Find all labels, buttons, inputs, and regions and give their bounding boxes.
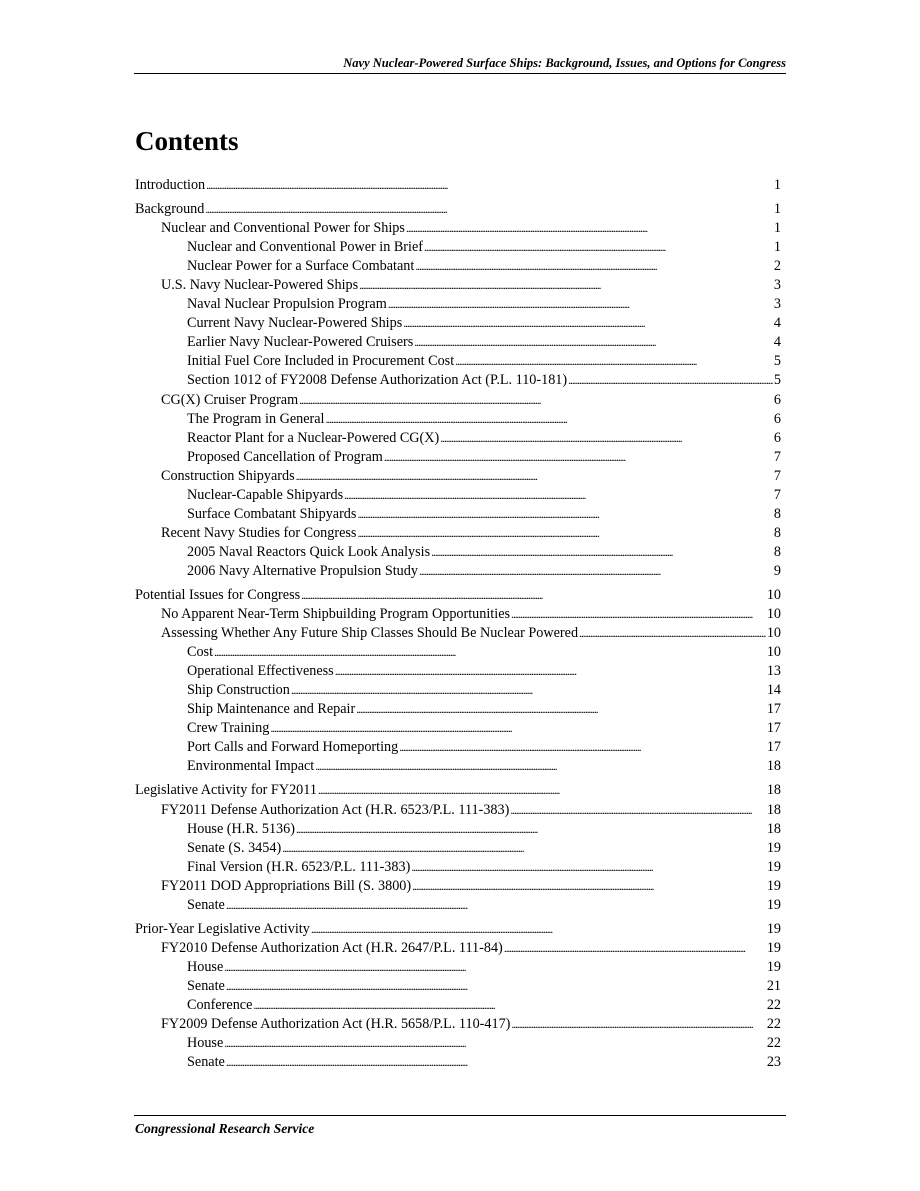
toc-page-number: 19 bbox=[766, 858, 781, 875]
toc-entry-title: Senate bbox=[187, 977, 225, 994]
toc-page-number: 1 bbox=[773, 177, 781, 193]
toc-entry[interactable] bbox=[135, 858, 781, 877]
toc-entry-title: Current Navy Nuclear-Powered Ships bbox=[187, 315, 403, 332]
toc-entry-title: Nuclear and Conventional Power for Ships bbox=[161, 220, 405, 237]
toc-page-number: 7 bbox=[773, 486, 781, 503]
header-divider bbox=[134, 73, 786, 74]
toc-entry[interactable] bbox=[135, 977, 781, 996]
toc-entry-title: No Apparent Near-Term Shipbuilding Program Opportunities bbox=[161, 606, 511, 623]
toc-dot-leader bbox=[270, 719, 765, 738]
toc-page-number: 13 bbox=[766, 663, 781, 680]
toc-page-number: 6 bbox=[773, 410, 781, 427]
toc-entry[interactable] bbox=[135, 801, 781, 820]
toc-dot-leader bbox=[214, 643, 766, 662]
toc-dot-leader bbox=[414, 333, 773, 352]
toc-entry[interactable] bbox=[135, 681, 781, 700]
footer-divider bbox=[134, 1115, 786, 1116]
toc-entry-title: Initial Fuel Core Included in Procurement Cost bbox=[187, 353, 455, 370]
toc-dot-leader bbox=[291, 681, 766, 700]
toc-dot-leader bbox=[356, 700, 766, 719]
toc-entry[interactable] bbox=[135, 276, 781, 295]
toc-entry-title: 2006 Navy Alternative Propulsion Study bbox=[187, 562, 418, 579]
toc-dot-leader bbox=[431, 543, 773, 562]
toc-dot-leader bbox=[411, 858, 765, 877]
toc-entry-title: Surface Combatant Shipyards bbox=[187, 505, 357, 522]
toc-page-number: 4 bbox=[773, 315, 781, 332]
toc-dot-leader bbox=[399, 738, 766, 757]
toc-page-number: 19 bbox=[766, 877, 781, 894]
toc-dot-leader bbox=[419, 562, 773, 581]
toc-entry-title: Construction Shipyards bbox=[161, 467, 295, 484]
toc-dot-leader bbox=[455, 352, 773, 371]
toc-dot-leader bbox=[357, 524, 772, 543]
toc-entry-title: The Program in General bbox=[187, 410, 325, 427]
toc-entry[interactable] bbox=[135, 295, 781, 314]
toc-dot-leader bbox=[357, 505, 772, 524]
page-title: Contents bbox=[135, 126, 239, 156]
toc-entry[interactable] bbox=[135, 738, 781, 757]
toc-entry[interactable] bbox=[135, 719, 781, 738]
toc-dot-leader bbox=[384, 448, 773, 467]
toc-page-number: 10 bbox=[766, 625, 781, 642]
toc-page-number: 1 bbox=[773, 239, 781, 256]
toc-entry-title: House (H.R. 5136) bbox=[187, 820, 295, 837]
toc-dot-leader bbox=[282, 839, 766, 858]
toc-dot-leader bbox=[206, 176, 773, 195]
toc-entry-title: Proposed Cancellation of Program bbox=[187, 448, 383, 465]
toc-page-number: 19 bbox=[766, 920, 781, 937]
running-header: Navy Nuclear-Powered Surface Ships: Background, Issues, and Options for Congress bbox=[343, 56, 786, 70]
toc-dot-leader bbox=[511, 1015, 765, 1034]
toc-dot-leader bbox=[335, 662, 766, 681]
toc-entry-title: Final Version (H.R. 6523/P.L. 111-383) bbox=[187, 858, 411, 875]
toc-entry[interactable] bbox=[135, 839, 781, 858]
toc-entry-title: FY2009 Defense Authorization Act (H.R. 5658/P.L. 110-417) bbox=[161, 1016, 511, 1033]
toc-page-number: 19 bbox=[766, 958, 781, 975]
toc-entry[interactable] bbox=[135, 314, 781, 333]
toc-entry-title: Introduction bbox=[135, 177, 206, 193]
toc-entry-title: U.S. Navy Nuclear-Powered Ships bbox=[161, 277, 359, 294]
toc-dot-leader bbox=[296, 467, 773, 486]
toc-dot-leader bbox=[205, 200, 773, 219]
toc-entry[interactable] bbox=[135, 1015, 781, 1034]
toc-page-number: 4 bbox=[773, 334, 781, 351]
toc-dot-leader bbox=[224, 1034, 766, 1053]
toc-entry-title: Recent Navy Studies for Congress bbox=[161, 524, 357, 541]
toc-entry[interactable] bbox=[135, 1034, 781, 1053]
table-of-contents bbox=[135, 176, 781, 1072]
toc-entry[interactable] bbox=[135, 781, 781, 800]
toc-dot-leader bbox=[511, 605, 766, 624]
toc-entry-title: FY2011 DOD Appropriations Bill (S. 3800) bbox=[161, 877, 412, 894]
toc-entry[interactable] bbox=[135, 352, 781, 371]
toc-dot-leader bbox=[388, 295, 773, 314]
toc-entry[interactable] bbox=[135, 605, 781, 624]
toc-page-number: 18 bbox=[766, 758, 781, 775]
toc-page-number: 5 bbox=[773, 372, 781, 389]
toc-page-number: 1 bbox=[773, 220, 781, 237]
toc-entry[interactable] bbox=[135, 757, 781, 776]
toc-entry[interactable] bbox=[135, 996, 781, 1015]
toc-entry-title: FY2010 Defense Authorization Act (H.R. 2647/P.L. 111-84) bbox=[161, 939, 503, 956]
toc-page-number: 6 bbox=[773, 429, 781, 446]
toc-page-number: 2 bbox=[773, 258, 781, 275]
toc-entry[interactable] bbox=[135, 524, 781, 543]
toc-dot-leader bbox=[504, 939, 766, 958]
toc-dot-leader bbox=[415, 257, 773, 276]
toc-page-number: 6 bbox=[773, 391, 781, 408]
toc-entry-title: Ship Maintenance and Repair bbox=[187, 701, 356, 718]
toc-page-number: 3 bbox=[773, 296, 781, 313]
toc-entry[interactable] bbox=[135, 562, 781, 581]
toc-page-number: 18 bbox=[766, 801, 781, 818]
toc-dot-leader bbox=[301, 586, 766, 605]
toc-entry[interactable] bbox=[135, 448, 781, 467]
toc-page-number: 8 bbox=[773, 505, 781, 522]
toc-entry[interactable] bbox=[135, 700, 781, 719]
toc-page-number: 1 bbox=[773, 201, 781, 218]
toc-page-number: 17 bbox=[766, 720, 781, 737]
toc-page-number: 5 bbox=[773, 353, 781, 370]
toc-dot-leader bbox=[253, 996, 765, 1015]
toc-page-number: 18 bbox=[766, 820, 781, 837]
toc-entry[interactable] bbox=[135, 920, 781, 939]
toc-entry-title: Prior-Year Legislative Activity bbox=[135, 920, 310, 937]
toc-entry-title: Earlier Navy Nuclear-Powered Cruisers bbox=[187, 334, 414, 351]
toc-entry-title: CG(X) Cruiser Program bbox=[161, 391, 299, 408]
toc-entry[interactable] bbox=[135, 896, 781, 915]
toc-entry-title: House bbox=[187, 1035, 224, 1052]
toc-dot-leader bbox=[296, 820, 766, 839]
toc-entry[interactable] bbox=[135, 429, 781, 448]
toc-entry[interactable] bbox=[135, 662, 781, 681]
toc-entry[interactable] bbox=[135, 624, 781, 643]
toc-entry[interactable] bbox=[135, 219, 781, 238]
toc-page-number: 10 bbox=[766, 586, 781, 603]
toc-page-number: 8 bbox=[773, 543, 781, 560]
toc-page-number: 19 bbox=[766, 939, 781, 956]
toc-dot-leader bbox=[403, 314, 773, 333]
toc-dot-leader bbox=[299, 391, 773, 410]
toc-page-number: 10 bbox=[766, 644, 781, 661]
toc-entry-title: 2005 Naval Reactors Quick Look Analysis bbox=[187, 543, 431, 560]
toc-entry[interactable] bbox=[135, 238, 781, 257]
toc-entry-title: Naval Nuclear Propulsion Program bbox=[187, 296, 387, 313]
toc-entry[interactable] bbox=[135, 958, 781, 977]
toc-dot-leader bbox=[579, 624, 766, 643]
toc-dot-leader bbox=[318, 781, 766, 800]
toc-entry[interactable] bbox=[135, 643, 781, 662]
toc-dot-leader bbox=[344, 486, 773, 505]
toc-dot-leader bbox=[226, 977, 766, 996]
toc-page-number: 22 bbox=[766, 1035, 781, 1052]
toc-entry-title: Potential Issues for Congress bbox=[135, 586, 301, 603]
toc-page-number: 23 bbox=[766, 1054, 781, 1071]
toc-page-number: 3 bbox=[773, 277, 781, 294]
toc-entry-title: Operational Effectiveness bbox=[187, 663, 334, 680]
toc-entry[interactable] bbox=[135, 333, 781, 352]
toc-entry[interactable] bbox=[135, 543, 781, 562]
toc-page-number: 17 bbox=[766, 739, 781, 756]
toc-dot-leader bbox=[226, 896, 766, 915]
toc-dot-leader bbox=[440, 429, 773, 448]
toc-dot-leader bbox=[424, 238, 773, 257]
toc-entry-title: Cost bbox=[187, 644, 214, 661]
toc-entry[interactable] bbox=[135, 257, 781, 276]
toc-dot-leader bbox=[568, 371, 773, 390]
toc-entry[interactable] bbox=[135, 467, 781, 486]
toc-entry[interactable] bbox=[135, 939, 781, 958]
toc-page-number: 7 bbox=[773, 467, 781, 484]
toc-entry-title: Reactor Plant for a Nuclear-Powered CG(X) bbox=[187, 429, 440, 446]
toc-entry-title: Senate bbox=[187, 1054, 225, 1071]
toc-dot-leader bbox=[311, 920, 766, 939]
toc-entry-title: Senate (S. 3454) bbox=[187, 839, 282, 856]
toc-entry[interactable] bbox=[135, 505, 781, 524]
toc-page-number: 22 bbox=[766, 996, 781, 1013]
toc-page-number: 17 bbox=[766, 701, 781, 718]
toc-entry[interactable] bbox=[135, 391, 781, 410]
toc-entry[interactable] bbox=[135, 1053, 781, 1072]
toc-dot-leader bbox=[510, 801, 765, 820]
toc-entry[interactable] bbox=[135, 371, 781, 390]
toc-entry-title: Nuclear and Conventional Power in Brief bbox=[187, 239, 423, 256]
toc-entry[interactable] bbox=[135, 176, 781, 195]
toc-entry-title: Legislative Activity for FY2011 bbox=[135, 782, 317, 799]
toc-entry[interactable] bbox=[135, 586, 781, 605]
toc-page-number: 19 bbox=[766, 896, 781, 913]
toc-entry[interactable] bbox=[135, 820, 781, 839]
toc-dot-leader bbox=[412, 877, 766, 896]
toc-dot-leader bbox=[315, 757, 766, 776]
toc-dot-leader bbox=[226, 1053, 766, 1072]
toc-entry-title: Crew Training bbox=[187, 720, 270, 737]
toc-dot-leader bbox=[406, 219, 773, 238]
toc-entry-title: Background bbox=[135, 201, 205, 218]
toc-dot-leader bbox=[326, 410, 773, 429]
toc-entry[interactable] bbox=[135, 200, 781, 219]
toc-entry-title: FY2011 Defense Authorization Act (H.R. 6523/P.L. 111-383) bbox=[161, 801, 510, 818]
toc-page-number: 8 bbox=[773, 524, 781, 541]
toc-page-number: 7 bbox=[773, 448, 781, 465]
toc-page-number: 19 bbox=[766, 839, 781, 856]
toc-page-number: 21 bbox=[766, 977, 781, 994]
running-footer: Congressional Research Service bbox=[135, 1121, 315, 1136]
toc-entry[interactable] bbox=[135, 410, 781, 429]
toc-dot-leader bbox=[359, 276, 773, 295]
toc-entry-title: House bbox=[187, 958, 224, 975]
toc-page-number: 22 bbox=[766, 1016, 781, 1033]
toc-entry-title: Assessing Whether Any Future Ship Classes Should Be Nuclear Powered bbox=[161, 625, 579, 642]
toc-entry-title: Port Calls and Forward Homeporting bbox=[187, 739, 399, 756]
toc-entry-title: Senate bbox=[187, 896, 225, 913]
toc-page-number: 14 bbox=[766, 682, 781, 699]
toc-page-number: 10 bbox=[766, 606, 781, 623]
toc-dot-leader bbox=[224, 958, 766, 977]
toc-entry-title: Nuclear Power for a Surface Combatant bbox=[187, 258, 415, 275]
toc-entry-title: Nuclear-Capable Shipyards bbox=[187, 486, 344, 503]
toc-page-number: 9 bbox=[773, 562, 781, 579]
toc-entry-title: Section 1012 of FY2008 Defense Authorization Act (P.L. 110-181) bbox=[187, 372, 568, 389]
toc-entry-title: Conference bbox=[187, 996, 253, 1013]
toc-entry[interactable] bbox=[135, 877, 781, 896]
toc-entry-title: Ship Construction bbox=[187, 682, 290, 699]
toc-page-number: 18 bbox=[766, 782, 781, 799]
toc-entry-title: Environmental Impact bbox=[187, 758, 315, 775]
toc-entry[interactable] bbox=[135, 486, 781, 505]
